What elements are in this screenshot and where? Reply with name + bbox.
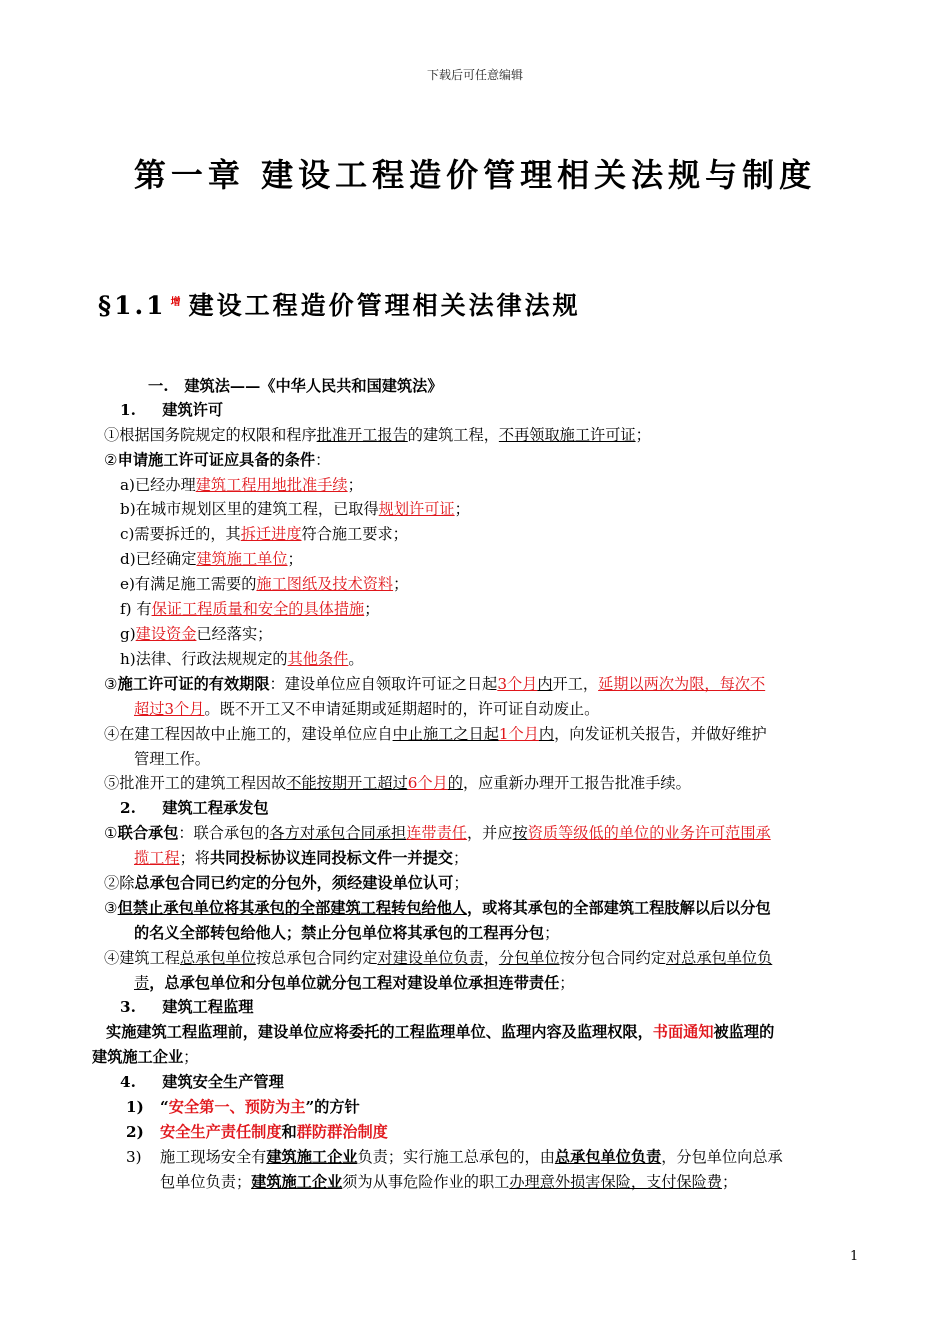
list-item: a)已经办理建筑工程用地批准手续； (120, 476, 363, 494)
paragraph: ②除总承包合同已约定的分包外，须经建设单位认可； (104, 874, 469, 892)
list-item: b)在城市规划区里的建筑工程，已取得规划许可证； (120, 500, 470, 518)
list-item: 1) “安全第一、预防为主”的方针 (126, 1098, 360, 1116)
subsection-title: 1. 建筑许可 (120, 401, 224, 419)
list-item-continuation: 包单位负责；建筑施工企业须为从事危险作业的职工办理意外损害保险，支付保险费； (160, 1173, 738, 1191)
paragraph: ①联合承包：联合承包的各方对承包合同承担连带责任，并应按资质等级低的单位的业务许可范围承 (104, 824, 771, 842)
list-item: 2) 安全生产责任制度和群防群治制度 (126, 1123, 388, 1141)
paragraph: 实施建筑工程监理前，建设单位应将委托的工程监理单位、监理内容及监理权限，书面通知被监理的 (106, 1023, 775, 1041)
subsection-title: 2. 建筑工程承发包 (120, 799, 269, 817)
paragraph: ④建筑工程总承包单位按总承包合同约定对建设单位负责，分包单位按分包合同约定对总承包单位负 (104, 949, 773, 967)
paragraph-continuation: 管理工作。 (134, 750, 210, 768)
paragraph-continuation: 揽工程；将共同投标协议连同投标文件一并提交； (134, 849, 469, 867)
paragraph: ②申请施工许可证应具备的条件： (104, 451, 331, 469)
paragraph: ④在建工程因故中止施工的，建设单位应自中止施工之日起1个月内，向发证机关报告，并做好维护 (104, 725, 767, 743)
subsection-title: 3. 建筑工程监理 (120, 998, 254, 1016)
page-header: 下载后可任意编辑 (426, 68, 523, 82)
paragraph: ③但禁止承包单位将其承包的全部建筑工程转包给他人，或将其承包的全部建筑工程肢解以后以分包 (104, 899, 771, 917)
paragraph-continuation: 的名义全部转包给他人；禁止分包单位将其承包的工程再分包； (134, 924, 560, 942)
list-item: 3) 施工现场安全有建筑施工企业负责；实行施工总承包的，由总承包单位负责，分包单位向总承 (126, 1148, 783, 1166)
section-tag: 增 (170, 296, 181, 308)
subsection-title: 4. 建筑安全生产管理 (120, 1073, 284, 1091)
paragraph-continuation: 超过3个月。既不开工又不申请延期或延期超时的，许可证自动废止。 (134, 700, 600, 718)
list-item: f) 有保证工程质量和安全的具体措施； (120, 600, 380, 618)
paragraph-continuation: 责，总承包单位和分包单位就分包工程对建设单位承担连带责任； (134, 974, 575, 992)
list-item: h)法律、行政法规规定的其他条件。 (120, 650, 364, 668)
paragraph: ③施工许可证的有效期限：建设单位应自领取许可证之日起3个月内开工，延期以两次为限，每次不 (104, 675, 766, 693)
paragraph: ①根据国务院规定的权限和程序批准开工报告的建筑工程，不再领取施工许可证； (104, 426, 651, 444)
page-number: 1 (850, 1249, 859, 1264)
chapter-title: 第一章 建设工程造价管理相关法规与制度 (133, 156, 817, 194)
list-item: e)有满足施工需要的施工图纸及技术资料； (120, 575, 409, 593)
section-heading (98, 286, 581, 322)
part-heading: 一. 建筑法——《中华人民共和国建筑法》 (148, 377, 443, 395)
list-item: c)需要拆迁的，其拆迁进度符合施工要求； (120, 525, 408, 543)
list-item: d)已经确定建筑施工单位； (120, 550, 303, 568)
section-number: §1.1 (98, 291, 167, 320)
section-title: 建设工程造价管理相关法律法规 (188, 291, 581, 320)
list-item: g)建设资金已经落实； (120, 625, 273, 643)
paragraph: ⑤批准开工的建筑工程因故不能按期开工超过6个月的，应重新办理开工报告批准手续。 (104, 774, 691, 792)
paragraph-continuation: 建筑施工企业； (92, 1048, 199, 1066)
